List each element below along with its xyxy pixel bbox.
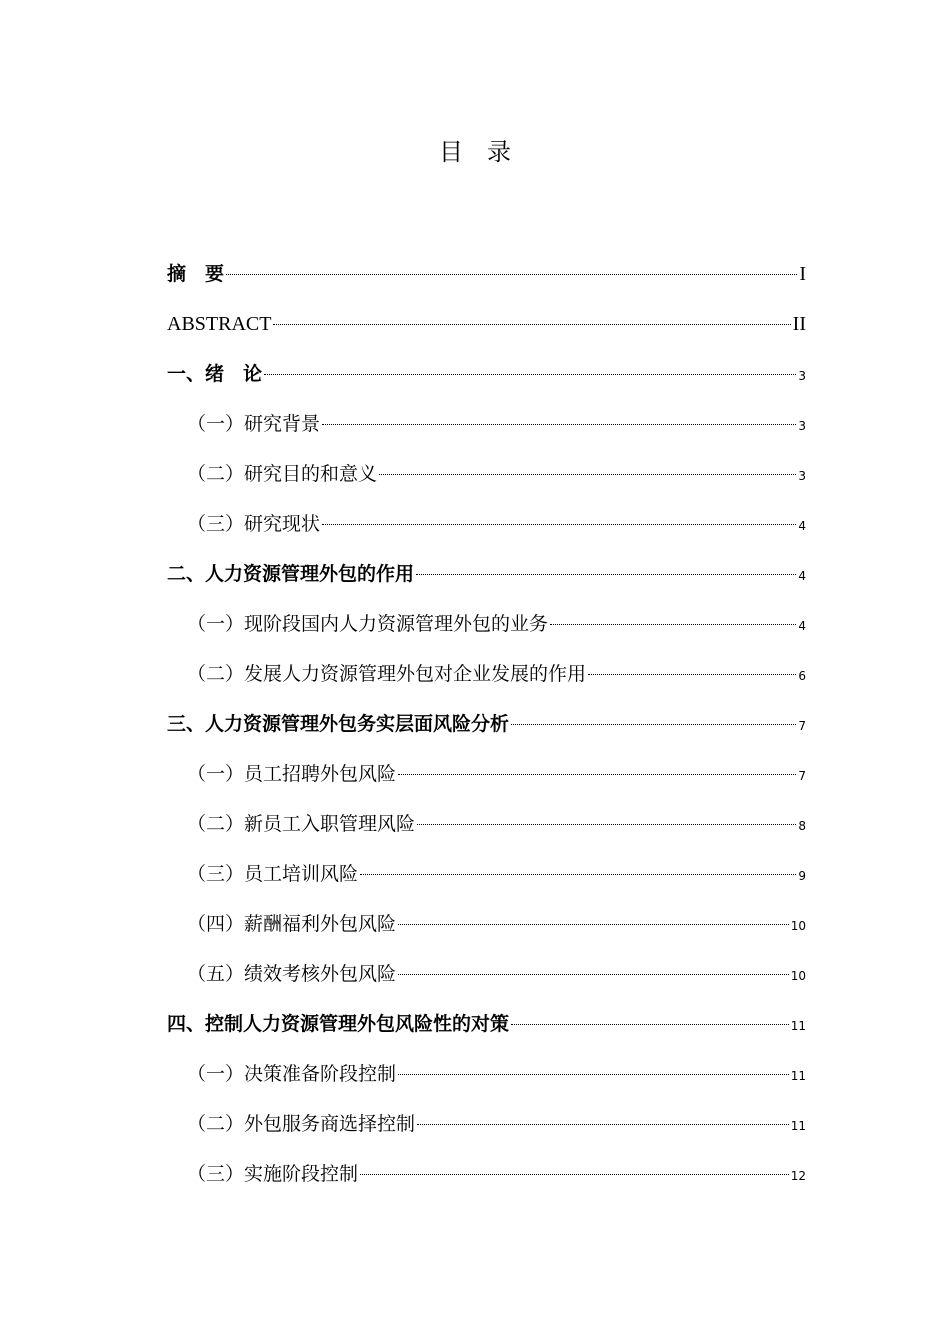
dot-leader [322,424,796,425]
dot-leader [398,774,796,775]
dot-leader [379,474,796,475]
toc-page-number: II [792,313,806,335]
toc-page-number: 4 [798,519,806,533]
toc-entry-title: （三）研究现状 [187,513,321,535]
toc-page-number: 11 [790,1019,806,1033]
toc-entry-title: （一）员工招聘外包风险 [187,763,397,785]
toc-entry-title: 一、绪 论 [167,363,263,385]
dot-leader [416,574,796,575]
toc-entry-title: （二）研究目的和意义 [187,463,378,485]
toc-page-number: 7 [798,769,806,783]
dot-leader [273,324,790,325]
toc-page-number: 6 [798,669,806,683]
dot-leader [226,274,797,275]
toc-entry-chapter-4[interactable] [167,999,806,1049]
toc-entry-section-2-2[interactable] [167,649,806,699]
toc-page-number: 3 [798,369,806,383]
toc-entry-section-3-1[interactable] [167,749,806,799]
toc-entry-section-1-1[interactable] [167,399,806,449]
dot-leader [360,874,796,875]
toc-entry-title: 摘 要 [167,263,225,285]
dot-leader [398,974,789,975]
dot-leader [588,674,796,675]
dot-leader [511,724,796,725]
toc-entry-title: ABSTRACT [167,313,272,335]
toc-entry-section-4-2[interactable] [167,1099,806,1149]
toc-page-number: 10 [790,919,806,933]
toc-page-number: 3 [798,469,806,483]
toc-entry-section-1-2[interactable] [167,449,806,499]
toc-entry-chapter-2[interactable] [167,549,806,599]
toc-entry-section-1-3[interactable] [167,499,806,549]
toc-entry-section-2-1[interactable] [167,599,806,649]
toc-entry-title: （一）现阶段国内人力资源管理外包的业务 [187,613,549,635]
toc-entry-title: （一）决策准备阶段控制 [187,1063,397,1085]
dot-leader [398,1074,789,1075]
dot-leader [417,1124,789,1125]
toc-entry-section-3-3[interactable] [167,849,806,899]
toc-entry-section-4-1[interactable] [167,1049,806,1099]
dot-leader [417,824,796,825]
toc-entry-title: （三）员工培训风险 [187,863,359,885]
toc-entry-section-3-5[interactable] [167,949,806,999]
toc-entry-title: （四）薪酬福利外包风险 [187,913,397,935]
toc-entry-section-4-3[interactable] [167,1149,806,1199]
toc-page-number: 4 [798,569,806,583]
toc-page-number: 12 [790,1169,806,1183]
toc-page-number: 11 [790,1119,806,1133]
toc-page-number: 7 [798,719,806,733]
dot-leader [511,1024,789,1025]
toc-entry-title: （五）绩效考核外包风险 [187,963,397,985]
toc-page-number: 11 [790,1069,806,1083]
toc-page-number: 9 [798,869,806,883]
toc-entry-title: 四、控制人力资源管理外包风险性的对策 [167,1013,510,1035]
table-of-contents [167,249,806,1199]
toc-entry-title: （二）外包服务商选择控制 [187,1113,416,1135]
toc-page-number: 4 [798,619,806,633]
toc-entry-abstract-cn[interactable] [167,249,806,299]
toc-entry-title: （一）研究背景 [187,413,321,435]
toc-entry-title: （二）新员工入职管理风险 [187,813,416,835]
toc-page-number: 10 [790,969,806,983]
toc-entry-section-3-4[interactable] [167,899,806,949]
toc-page-number: 8 [798,819,806,833]
toc-entry-chapter-1[interactable] [167,349,806,399]
toc-entry-title: （二）发展人力资源管理外包对企业发展的作用 [187,663,587,685]
dot-leader [360,1174,789,1175]
dot-leader [398,924,789,925]
dot-leader [550,624,796,625]
toc-entry-title: 二、人力资源管理外包的作用 [167,563,415,585]
toc-entry-abstract-en[interactable] [167,299,806,349]
toc-page-number: 3 [798,419,806,433]
dot-leader [322,524,796,525]
toc-entry-title: （三）实施阶段控制 [187,1163,359,1185]
toc-entry-section-3-2[interactable] [167,799,806,849]
page-title: 目 录 [439,138,511,166]
toc-entry-chapter-3[interactable] [167,699,806,749]
toc-page-number: I [799,263,806,285]
dot-leader [264,374,796,375]
toc-entry-title: 三、人力资源管理外包务实层面风险分析 [167,713,510,735]
